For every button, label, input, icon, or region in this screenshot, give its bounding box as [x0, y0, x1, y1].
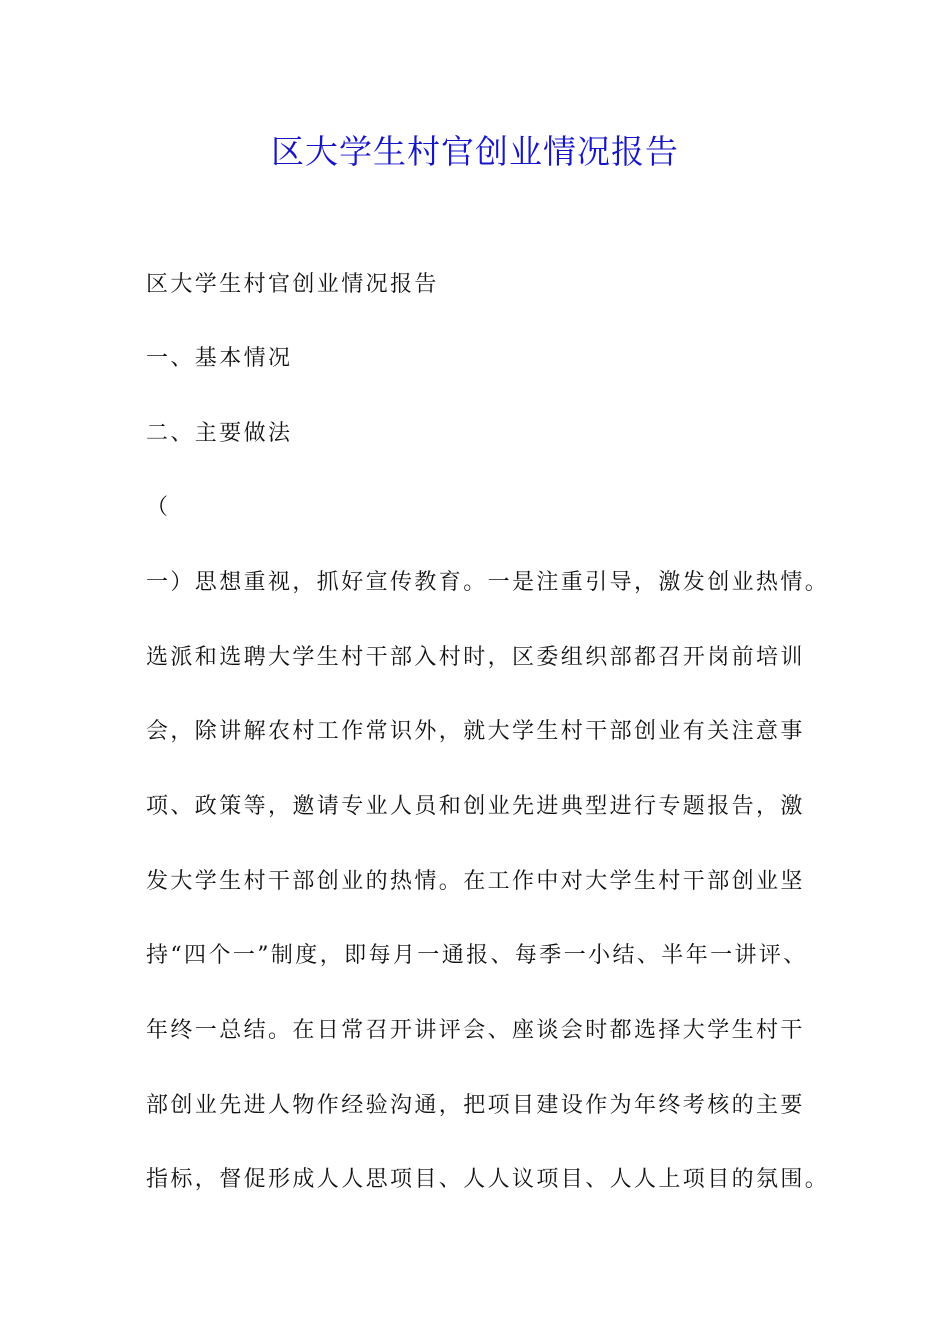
line-paren: （	[146, 495, 171, 520]
line-section-2: 二、主要做法	[146, 421, 293, 446]
document-title: 区大学生村官创业情况报告	[271, 132, 679, 171]
paragraph-line-9: 指标，督促形成人人思项目、人人议项目、人人上项目的氛围。	[146, 1167, 830, 1192]
line-section-1: 一、基本情况	[146, 346, 293, 371]
paragraph-line-6: 持“四个一”制度，即每月一通报、每季一小结、半年一讲评、	[146, 943, 808, 968]
paragraph-line-4: 项、政策等，邀请专业人员和创业先进典型进行专题报告，激	[146, 794, 805, 819]
paragraph-line-5: 发大学生村干部创业的热情。在工作中对大学生村干部创业坚	[146, 869, 805, 894]
paragraph-line-8: 部创业先进人物作经验沟通，把项目建设作为年终考核的主要	[146, 1093, 805, 1118]
line-subtitle: 区大学生村官创业情况报告	[146, 272, 439, 297]
paragraph-line-7: 年终一总结。在日常召开讲评会、座谈会时都选择大学生村干	[146, 1018, 805, 1043]
paragraph-line-2: 选派和选聘大学生村干部入村时，区委组织部都召开岗前培训	[146, 645, 805, 670]
paragraph-line-3: 会，除讲解农村工作常识外，就大学生村干部创业有关注意事	[146, 719, 805, 744]
paragraph-line-1: 一）思想重视，抓好宣传教育。一是注重引导，激发创业热情。	[146, 570, 830, 595]
